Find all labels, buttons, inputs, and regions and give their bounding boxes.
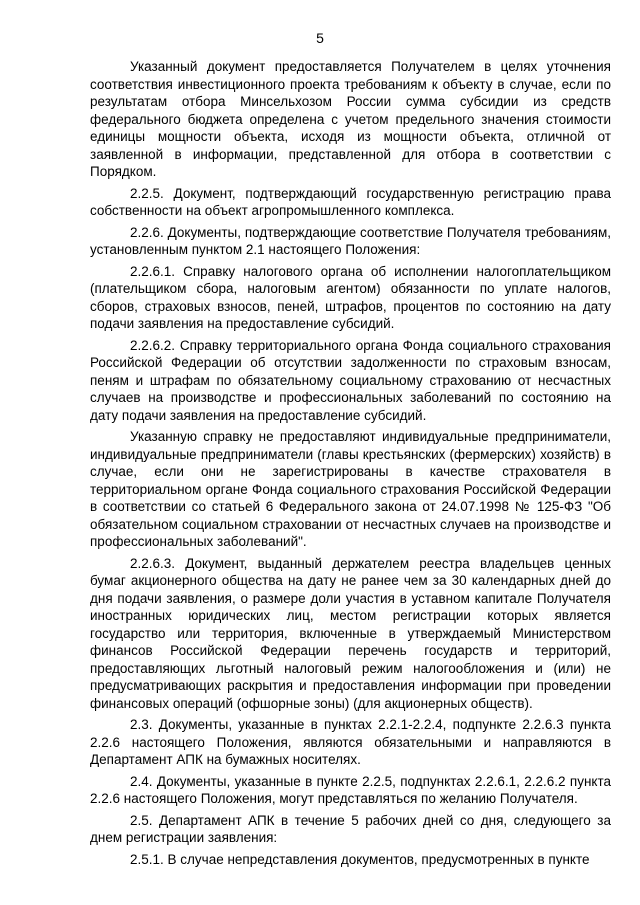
paragraph-2-5-1: 2.5.1. В случае непредставления документов, предусмотренных в пункте [130, 851, 590, 867]
paragraph-2-2-5: 2.2.5. Документ, подтверждающий государственную регистрацию права собственности на объект агропромышленного комплекса. [90, 185, 611, 218]
paragraph-2-2-6-2: 2.2.6.2. Справку территориального органа Фонда социального страхования Российской Федерации об отсутствии задолженности по страховым взносам, пеням и штрафам по обязательному социальному страхованию от несчастных случаев на производстве и профессиональных заболеваний по состоянию на дату подачи заявления на предоставление субсидий. [90, 337, 611, 423]
paragraph-exemption-note: Указанную справку не предоставляют индивидуальные предприниматели, индивидуальные предприниматели (главы крестьянских (фермерских) хозяйств) в случае, если они не зарегистрированы в качестве страхователя в территориальном органе Фонда социального страхования Российской Федерации в соответствии со статьей 6 Федерального закона от 24.07.1998 № 125-ФЗ "Об обязательном социальном страховании от несчастных случаев на производстве и профессиональных заболеваний". [90, 429, 611, 549]
page-number: 5 [316, 30, 324, 46]
paragraph-2-3: 2.3. Документы, указанные в пунктах 2.2.1-2.2.4, подпункте 2.2.6.3 пункта 2.2.6 настоящего Положения, являются обязательными и направляются в Департамент АПК на бумажных носителях. [90, 717, 611, 767]
paragraph-2-2-6-3: 2.2.6.3. Документ, выданный держателем реестра владельцев ценных бумаг акционерного общества на дату не ранее чем за 30 календарных дней до дня подачи заявления, о размере доли участия в уставном капитале Получателя иностранных юридических лиц, местом регистрации которых является государство или территория, включенные в утверждаемый Министерством финансов Российской Федерации перечень государств и территорий, предоставляющих льготный налоговый режим налогообложения и (или) не предусматривающих раскрытия и предоставления информации при проведении финансовых операций (офшорные зоны) (для акционерных обществ). [90, 555, 611, 711]
paragraph-2-5: 2.5. Департамент АПК в течение 5 рабочих дней со дня, следующего за днем регистрации заявления: [90, 812, 611, 845]
document-body [90, 58, 611, 872]
paragraph-2-4: 2.4. Документы, указанные в пункте 2.2.5, подпунктах 2.2.6.1, 2.2.6.2 пункта 2.2.6 настоящего Положения, могут представляться по желанию Получателя. [90, 773, 611, 806]
paragraph-capacity-note: Указанный документ предоставляется Получателем в целях уточнения соответствия инвестиционного проекта требованиям к объекту в случае, если по результатам отбора Минсельхозом России сумма субсидии из средств федерального бюджета определена с учетом предельного значения стоимости единицы мощности объекта, исходя из мощности объекта, отличной от заявленной в информации, представленной для отбора в соответствии с Порядком. [90, 59, 611, 179]
paragraph-2-2-6-1: 2.2.6.1. Справку налогового органа об исполнении налогоплательщиком (плательщиком сбора, налоговым агентом) обязанности по уплате налогов, сборов, страховых взносов, пеней, штрафов, процентов по состоянию на дату подачи заявления на предоставление субсидий. [90, 263, 611, 331]
paragraph-2-2-6: 2.2.6. Документы, подтверждающие соответствие Получателя требованиям, установленным пунктом 2.1 настоящего Положения: [90, 224, 611, 257]
